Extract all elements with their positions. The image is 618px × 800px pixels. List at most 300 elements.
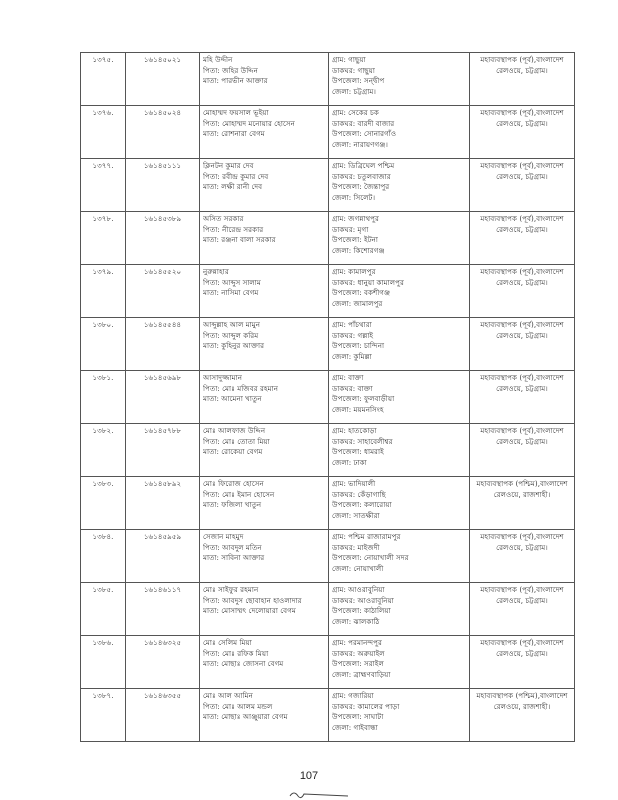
serial-number: ১৩৮১. <box>92 373 114 382</box>
serial-number: ১৩৭৮. <box>92 214 114 223</box>
mother-name <box>203 553 325 564</box>
roll-cell <box>126 318 200 371</box>
village-label: গ্রাম: <box>332 638 349 647</box>
father-name <box>203 119 325 130</box>
office-line-2: রেলওয়ে, চট্টগ্রাম। <box>496 277 548 287</box>
upazila <box>332 129 466 140</box>
post-office-label: ডাকঘর: <box>332 171 358 181</box>
office-cell <box>470 530 575 583</box>
office-cell <box>470 318 575 371</box>
upazila-value: সন্দ্বীপ <box>363 76 385 86</box>
candidate-name: ক্লিনটন কুমার দেব <box>203 161 254 170</box>
roll-cell <box>126 530 200 583</box>
roll-number: ১৬১৪৫০২১ <box>143 55 182 64</box>
post-office-value: গল্লাই <box>357 330 374 340</box>
post-office <box>332 702 466 713</box>
name-cell <box>200 636 329 689</box>
serial-number: ১৩৮৭. <box>92 691 114 700</box>
table-row <box>81 530 575 583</box>
address-cell <box>329 636 470 689</box>
name-cell <box>200 371 329 424</box>
father-name <box>203 225 325 236</box>
upazila-value: ফুলবাড়ীয়া <box>363 394 395 404</box>
post-office-label: ডাকঘর: <box>332 542 358 552</box>
district <box>332 352 466 363</box>
serial-number: ১৩৮৫. <box>92 585 114 594</box>
district-label: জেলা: <box>332 457 354 467</box>
village-value: পশ্চিম রাজারামপুর <box>348 532 401 541</box>
serial-cell <box>81 424 126 477</box>
post-office-value: বারদী বাজার <box>357 118 395 128</box>
mother-name-value: আমেনা খাতুন <box>221 394 262 404</box>
father-name-value: আবদুল মতিন <box>222 542 262 552</box>
village-value: গাছুয়া <box>348 55 366 64</box>
post-office-label: ডাকঘর: <box>332 277 358 287</box>
address-cell <box>329 689 470 742</box>
district <box>332 617 466 628</box>
post-office-label: ডাকঘর: <box>332 489 358 499</box>
serial-number: ১৩৮৬. <box>92 638 114 647</box>
post-office <box>332 596 466 607</box>
village <box>332 426 466 437</box>
upazila-value: বকশীগঞ্জ <box>363 288 391 298</box>
table-row <box>81 106 575 159</box>
upazila-label: উপজেলা: <box>332 447 364 457</box>
father-name-label: পিতা: <box>203 171 223 181</box>
office-line-2: রেলওয়ে, চট্টগ্রাম। <box>496 436 548 446</box>
table-row <box>81 318 575 371</box>
office-cell <box>470 636 575 689</box>
post-office-value: আওরাবুনিয়া <box>357 595 394 605</box>
district <box>332 564 466 575</box>
father-name-label: পিতা: <box>203 65 223 75</box>
serial-number: ১৩৭৫. <box>92 55 114 64</box>
village-value: হাতকোড়া <box>348 426 377 435</box>
office-line-2: রেলওয়ে, চট্টগ্রাম। <box>496 118 548 128</box>
district <box>332 87 466 98</box>
candidate-name: মহি উদ্দীন <box>203 55 233 64</box>
father-name-label: পিতা: <box>203 489 223 499</box>
father-name-value: মোঃ মজিবর রহমান <box>222 383 279 393</box>
district-label: জেলা: <box>332 563 354 573</box>
father-name-value: নীরেন্দ্র সরকার <box>222 224 264 234</box>
roll-number: ১৬১৪৫১১১ <box>143 161 182 170</box>
father-name-value: আবদুস ছোবাহান হাওলাদার <box>222 595 302 605</box>
serial-number: ১৩৭৬. <box>92 108 114 117</box>
post-office-label: ডাকঘর: <box>332 65 358 75</box>
village <box>332 161 466 172</box>
roll-cell <box>126 159 200 212</box>
candidate-name: অসিত সরকার <box>203 214 244 223</box>
name-cell <box>200 689 329 742</box>
serial-cell <box>81 318 126 371</box>
district-value: ব্রাহ্মণবাড়িয়া <box>353 669 391 679</box>
upazila-label: উপজেলা: <box>332 712 364 722</box>
table-row <box>81 477 575 530</box>
village <box>332 108 466 119</box>
village-value: জগন্নাথপুর <box>348 214 379 223</box>
father-name-value: জহির উদ্দিন <box>222 65 258 75</box>
village-value: পরমানন্দপুর <box>348 638 382 647</box>
district-value: ঢাকা <box>353 457 367 467</box>
district-label: জেলা: <box>332 86 354 96</box>
mother-name-value: মোছাঃ আঞ্জুয়ারা বেগম <box>221 712 288 722</box>
table-row <box>81 371 575 424</box>
village <box>332 532 466 543</box>
district <box>332 458 466 469</box>
upazila-label: উপজেলা: <box>332 235 364 245</box>
village <box>332 479 466 490</box>
post-office <box>332 649 466 660</box>
candidate-table <box>80 52 575 742</box>
serial-number: ১৩৭৯. <box>92 267 114 276</box>
office-line-1: মহাব্যবস্থাপক (পূর্ব),বাংলাদেশ <box>480 55 564 64</box>
mother-name <box>203 447 325 458</box>
post-office <box>332 278 466 289</box>
father-name <box>203 702 325 713</box>
address-cell <box>329 424 470 477</box>
village <box>332 691 466 702</box>
office-line-1: মহাব্যবস্থাপক (পূর্ব),বাংলাদেশ <box>480 638 564 647</box>
post-office-value: মৃগা <box>357 224 369 234</box>
mother-name-value: লক্ষী রানী দেব <box>221 182 263 192</box>
mother-name-value: কুহিনুর আক্তার <box>221 341 265 351</box>
father-name-label: পিতা: <box>203 118 223 128</box>
name-cell <box>200 106 329 159</box>
office-cell <box>470 477 575 530</box>
upazila <box>332 341 466 352</box>
father-name <box>203 172 325 183</box>
mother-name-value: রোশনারা বেগম <box>221 129 265 139</box>
candidate-name: মোঃ ফিরোজ হোসেন <box>203 479 264 488</box>
office-line-1: মহাব্যবস্থাপক (পশ্চিম),বাংলাদেশ <box>476 691 568 700</box>
candidate-name: সেজান মাহমুদ <box>203 532 244 541</box>
mother-name-value: মোসাম্মৎ দেলোয়ারা বেগম <box>221 606 296 616</box>
roll-cell <box>126 371 200 424</box>
mother-name-label: মাতা: <box>203 606 222 616</box>
village-label: গ্রাম: <box>332 532 349 541</box>
roll-number: ১৬১৪৫৩৮৯ <box>143 214 182 223</box>
office-line-2: রেলওয়ে, চট্টগ্রাম। <box>496 595 548 605</box>
father-name-value: আব্দুস সালাম <box>222 277 261 287</box>
serial-number: ১৩৮২. <box>92 426 114 435</box>
father-name-label: পিতা: <box>203 224 223 234</box>
mother-name-label: মাতা: <box>203 235 222 245</box>
district-value: জামালপুর <box>353 298 383 308</box>
mother-name-label: মাতা: <box>203 447 222 457</box>
roll-number: ১৬১৪৬৩২৫ <box>143 638 182 647</box>
upazila <box>332 500 466 511</box>
district <box>332 299 466 310</box>
village-value: ভাদিয়ালী <box>348 479 376 488</box>
district <box>332 405 466 416</box>
district <box>332 511 466 522</box>
post-office-label: ডাকঘর: <box>332 118 358 128</box>
district-label: জেলা: <box>332 616 354 626</box>
district-value: ঝালকাঠি <box>353 616 380 626</box>
upazila-label: উপজেলা: <box>332 129 364 139</box>
post-office-label: ডাকঘর: <box>332 436 358 446</box>
office-line-1: মহাব্যবস্থাপক (পূর্ব),বাংলাদেশ <box>480 320 564 329</box>
district-value: সিলেট। <box>353 192 376 202</box>
post-office-value: বাক্তা <box>357 383 373 393</box>
office-line-2: রেলওয়ে, চট্টগ্রাম। <box>496 648 548 658</box>
district-label: জেলা: <box>332 245 354 255</box>
office-cell <box>470 53 575 106</box>
mother-name-label: মাতা: <box>203 394 222 404</box>
post-office-label: ডাকঘর: <box>332 595 358 605</box>
father-name-label: পিতা: <box>203 277 223 287</box>
village <box>332 373 466 384</box>
upazila <box>332 76 466 87</box>
upazila-value: নোয়াখালী সদর <box>363 553 409 563</box>
roll-number: ১৬১৪৫০২৪ <box>143 108 182 117</box>
father-name <box>203 649 325 660</box>
post-office-value: ধানুয়া কামালপুর <box>357 277 404 287</box>
mother-name <box>203 394 325 405</box>
roll-number: ১৬১৪৬৩৫৫ <box>143 691 182 700</box>
father-name-label: পিতা: <box>203 330 223 340</box>
office-line-1: মহাব্যবস্থাপক (পূর্ব),বাংলাদেশ <box>480 532 564 541</box>
post-office-value: চতুলবাজার <box>357 171 391 181</box>
mother-name-label: মাতা: <box>203 129 222 139</box>
address-cell <box>329 583 470 636</box>
office-line-1: মহাব্যবস্থাপক (পূর্ব),বাংলাদেশ <box>480 426 564 435</box>
district-label: জেলা: <box>332 139 354 149</box>
post-office <box>332 225 466 236</box>
name-cell <box>200 212 329 265</box>
village-label: গ্রাম: <box>332 267 349 276</box>
candidate-name: মোহাম্মদ ফয়সাল ভূইয়া <box>203 108 269 117</box>
village-value: গজারিয়া <box>348 691 374 700</box>
post-office-label: ডাকঘর: <box>332 224 358 234</box>
mother-name-label: মাতা: <box>203 553 222 563</box>
upazila-value: চান্দিনা <box>363 341 385 351</box>
candidate-name: মোঃ আল আমিন <box>203 691 253 700</box>
father-name-value: রবীন্দ্র কুমার দেব <box>222 171 269 181</box>
post-office <box>332 543 466 554</box>
village <box>332 320 466 331</box>
post-office <box>332 119 466 130</box>
roll-cell <box>126 583 200 636</box>
serial-number: ১৩৭৭. <box>92 161 114 170</box>
table-row <box>81 636 575 689</box>
mother-name <box>203 341 325 352</box>
mother-name-label: মাতা: <box>203 500 222 510</box>
post-office <box>332 331 466 342</box>
mother-name-label: মাতা: <box>203 182 222 192</box>
address-cell <box>329 318 470 371</box>
district <box>332 723 466 734</box>
upazila-value: কলারোয়া <box>363 500 392 510</box>
roll-number: ১৬১৪৫৫২০ <box>143 267 182 276</box>
table-row <box>81 583 575 636</box>
district-label: জেলা: <box>332 298 354 308</box>
name-cell <box>200 424 329 477</box>
name-cell <box>200 53 329 106</box>
office-line-2: রেলওয়ে, চট্টগ্রাম। <box>496 65 548 75</box>
candidate-name: মোঃ সেলিম মিয়া <box>203 638 252 647</box>
serial-cell <box>81 265 126 318</box>
father-name <box>203 66 325 77</box>
post-office <box>332 384 466 395</box>
father-name <box>203 543 325 554</box>
village <box>332 267 466 278</box>
roll-number: ১৬১৪৫৬৯৮ <box>143 373 182 382</box>
district-value: চট্টগ্রাম। <box>353 86 376 96</box>
office-cell <box>470 212 575 265</box>
roll-number: ১৬১৪৫৭৮৮ <box>143 426 182 435</box>
father-name-label: পিতা: <box>203 595 223 605</box>
post-office-label: ডাকঘর: <box>332 330 358 340</box>
father-name-label: পিতা: <box>203 648 223 658</box>
serial-cell <box>81 53 126 106</box>
upazila-value: সোনারগাঁও <box>363 129 397 139</box>
page-number: 107 <box>299 770 319 782</box>
district-value: ময়মনসিংহ <box>353 404 384 414</box>
district-value: নারায়ণগঞ্জ। <box>353 139 388 149</box>
mother-name-value: সাবিনা আক্তার <box>221 553 265 563</box>
table-row <box>81 212 575 265</box>
district-label: জেলা: <box>332 669 354 679</box>
address-cell <box>329 159 470 212</box>
village-label: গ্রাম: <box>332 373 349 382</box>
office-cell <box>470 371 575 424</box>
father-name-value: মোঃ রফিক মিয়া <box>222 648 269 658</box>
post-office-value: মাইজদী <box>357 542 380 552</box>
table-row <box>81 53 575 106</box>
address-cell <box>329 371 470 424</box>
upazila-value: জৈন্তাপুর <box>363 182 390 192</box>
office-line-2: রেলওয়ে, চট্টগ্রাম। <box>496 224 548 234</box>
district-label: জেলা: <box>332 192 354 202</box>
candidate-name: আব্দুল্লাহ আল মামুন <box>203 320 261 329</box>
mother-name <box>203 235 325 246</box>
village-value: বাক্তা <box>348 373 364 382</box>
district-value: সাতক্ষীরা <box>353 510 380 520</box>
office-cell <box>470 265 575 318</box>
address-cell <box>329 53 470 106</box>
mother-name-label: মাতা: <box>203 712 222 722</box>
post-office <box>332 490 466 501</box>
serial-cell <box>81 371 126 424</box>
table-row <box>81 424 575 477</box>
mother-name-label: মাতা: <box>203 341 222 351</box>
upazila <box>332 288 466 299</box>
serial-cell <box>81 212 126 265</box>
name-cell <box>200 530 329 583</box>
name-cell <box>200 318 329 371</box>
district-value: গাইবান্ধা <box>353 722 378 732</box>
roll-number: ১৬১৪৫৮৯২ <box>143 479 182 488</box>
serial-cell <box>81 636 126 689</box>
roll-cell <box>126 424 200 477</box>
village <box>332 585 466 596</box>
district-label: জেলা: <box>332 404 354 414</box>
upazila <box>332 606 466 617</box>
name-cell <box>200 477 329 530</box>
office-cell <box>470 424 575 477</box>
office-line-2: রেলওয়ে, চট্টগ্রাম। <box>496 383 548 393</box>
upazila-value: সরাইল <box>363 659 384 669</box>
upazila <box>332 394 466 405</box>
district <box>332 246 466 257</box>
office-line-1: মহাব্যবস্থাপক (পূর্ব),বাংলাদেশ <box>480 214 564 223</box>
office-cell <box>470 106 575 159</box>
table-row <box>81 159 575 212</box>
father-name-value: মোঃ তোতা মিয়া <box>222 436 270 446</box>
serial-cell <box>81 530 126 583</box>
father-name-label: পিতা: <box>203 383 223 393</box>
father-name-value: মোহাম্মদ মনোয়ার হোসেন <box>222 118 295 128</box>
mother-name <box>203 182 325 193</box>
office-line-1: মহাব্যবস্থাপক (পূর্ব),বাংলাদেশ <box>480 585 564 594</box>
upazila-value: ধামরাই <box>363 447 384 457</box>
village <box>332 214 466 225</box>
serial-number: ১৩৮৪. <box>92 532 114 541</box>
upazila <box>332 659 466 670</box>
roll-cell <box>126 53 200 106</box>
district-value: নোয়াখালী <box>353 563 384 573</box>
name-cell <box>200 265 329 318</box>
office-line-2: রেলওয়ে, চট্টগ্রাম। <box>496 330 548 340</box>
serial-cell <box>81 689 126 742</box>
father-name <box>203 278 325 289</box>
roll-cell <box>126 689 200 742</box>
village-label: গ্রাম: <box>332 108 349 117</box>
office-line-1: মহাব্যবস্থাপক (পূর্ব),বাংলাদেশ <box>480 108 564 117</box>
father-name <box>203 384 325 395</box>
village-value: ডিব্রিঘেল পশ্চিম <box>348 161 395 170</box>
upazila-label: উপজেলা: <box>332 500 364 510</box>
village-label: গ্রাম: <box>332 55 349 64</box>
mother-name-value: ফজিলা খাতুন <box>221 500 262 510</box>
post-office-value: সাহাবেলীশ্বর <box>357 436 393 446</box>
mother-name-value: রোকেয়া বেগম <box>221 447 263 457</box>
serial-cell <box>81 583 126 636</box>
upazila <box>332 553 466 564</box>
name-cell <box>200 159 329 212</box>
village-value: সেকের চক <box>348 108 379 117</box>
upazila-label: উপজেলা: <box>332 288 364 298</box>
roll-cell <box>126 636 200 689</box>
upazila-label: উপজেলা: <box>332 182 364 192</box>
roll-cell <box>126 477 200 530</box>
office-line-2: রেলওয়ে, চট্টগ্রাম। <box>496 171 548 181</box>
office-cell <box>470 689 575 742</box>
district-label: জেলা: <box>332 351 354 361</box>
village-label: গ্রাম: <box>332 585 349 594</box>
village-label: গ্রাম: <box>332 479 349 488</box>
address-cell <box>329 265 470 318</box>
father-name-label: পিতা: <box>203 701 223 711</box>
post-office-label: ডাকঘর: <box>332 648 358 658</box>
mother-name-value: মোছাঃ জোসনা বেগম <box>221 659 284 669</box>
village-label: গ্রাম: <box>332 320 349 329</box>
father-name <box>203 490 325 501</box>
office-cell <box>470 159 575 212</box>
address-cell <box>329 530 470 583</box>
serial-cell <box>81 159 126 212</box>
post-office <box>332 437 466 448</box>
upazila-label: উপজেলা: <box>332 341 364 351</box>
address-cell <box>329 477 470 530</box>
roll-cell <box>126 106 200 159</box>
village <box>332 55 466 66</box>
district <box>332 670 466 681</box>
post-office-value: গাছুয়া <box>357 65 375 75</box>
upazila-label: উপজেলা: <box>332 76 364 86</box>
